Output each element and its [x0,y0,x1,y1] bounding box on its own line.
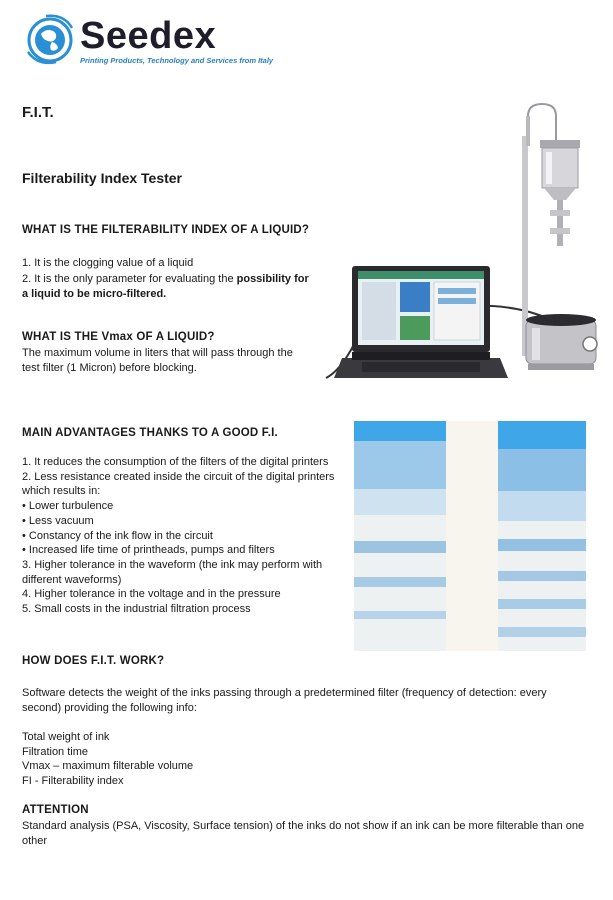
page-subtitle: Filterability Index Tester [22,170,183,186]
vmax-heading: WHAT IS THE Vmax OF A LIQUID? [22,331,215,343]
fi-heading: WHAT IS THE FILTERABILITY INDEX OF A LIQUID? [22,224,310,236]
list-item: Filtration time [22,745,89,758]
filter-sample-photo [354,421,586,651]
list-item: 3. Higher tolerance in the waveform (the ink may perform with [22,558,323,571]
fi-item-2-plain: 2. It is the only parameter for evaluating the [22,273,237,285]
list-item: 4. Higher tolerance in the voltage and in the pressure [22,588,281,601]
advantages-heading: MAIN ADVANTAGES THANKS TO A GOOD F.I. [22,427,278,439]
advantages-list [22,455,334,617]
vmax-line-2: test filter (1 Micron) before blocking. [22,362,197,374]
fi-item-2-bold-b: a liquid to be micro-filtered. [22,288,167,300]
fi-item-2 [22,272,322,302]
how-intro-line-2: second) providing the following info: [22,702,197,714]
list-item: • Lower turbulence [22,500,114,513]
fi-item-1: 1. It is the clogging value of a liquid [22,257,194,269]
attention-line-2: other [22,835,48,847]
attention-line-1: Standard analysis (PSA, Viscosity, Surface tension) of the inks do not show if an ink can be more filterable than one [22,820,585,832]
list-item: 1. It reduces the consumption of the filters of the digital printers [22,456,329,468]
vmax-line-1: The maximum volume in liters that will pass through the [22,347,293,359]
page-title: F.I.T. [22,104,54,121]
list-item: 5. Small costs in the industrial filtration process [22,603,251,616]
list-item: Total weight of ink [22,731,110,743]
list-item: Vmax – maximum filterable volume [22,760,194,773]
list-item: FI - Filterability index [22,775,124,788]
how-intro-line-1: Software detects the weight of the inks passing through a predetermined filter (frequency of detection: every [22,687,547,699]
fi-item-2-bold-a: possibility for [236,273,309,285]
brand-name: Seedex [80,15,217,57]
how-info-list [22,730,193,789]
list-item: 2. Less resistance created inside the circuit of the digital printers [22,470,335,483]
list-item: which results in: [22,485,101,498]
list-item: • Increased life time of printheads, pumps and filters [22,544,275,557]
list-item: • Constancy of the ink flow in the circuit [22,529,213,542]
list-item: different waveforms) [22,573,122,586]
attention-heading: ATTENTION [22,804,89,816]
list-item: • Less vacuum [22,514,94,527]
fit-equipment-photo [318,96,608,386]
brand-tagline: Printing Products, Technology and Services from Italy [80,56,274,65]
how-heading: HOW DOES F.I.T. WORK? [22,655,165,667]
